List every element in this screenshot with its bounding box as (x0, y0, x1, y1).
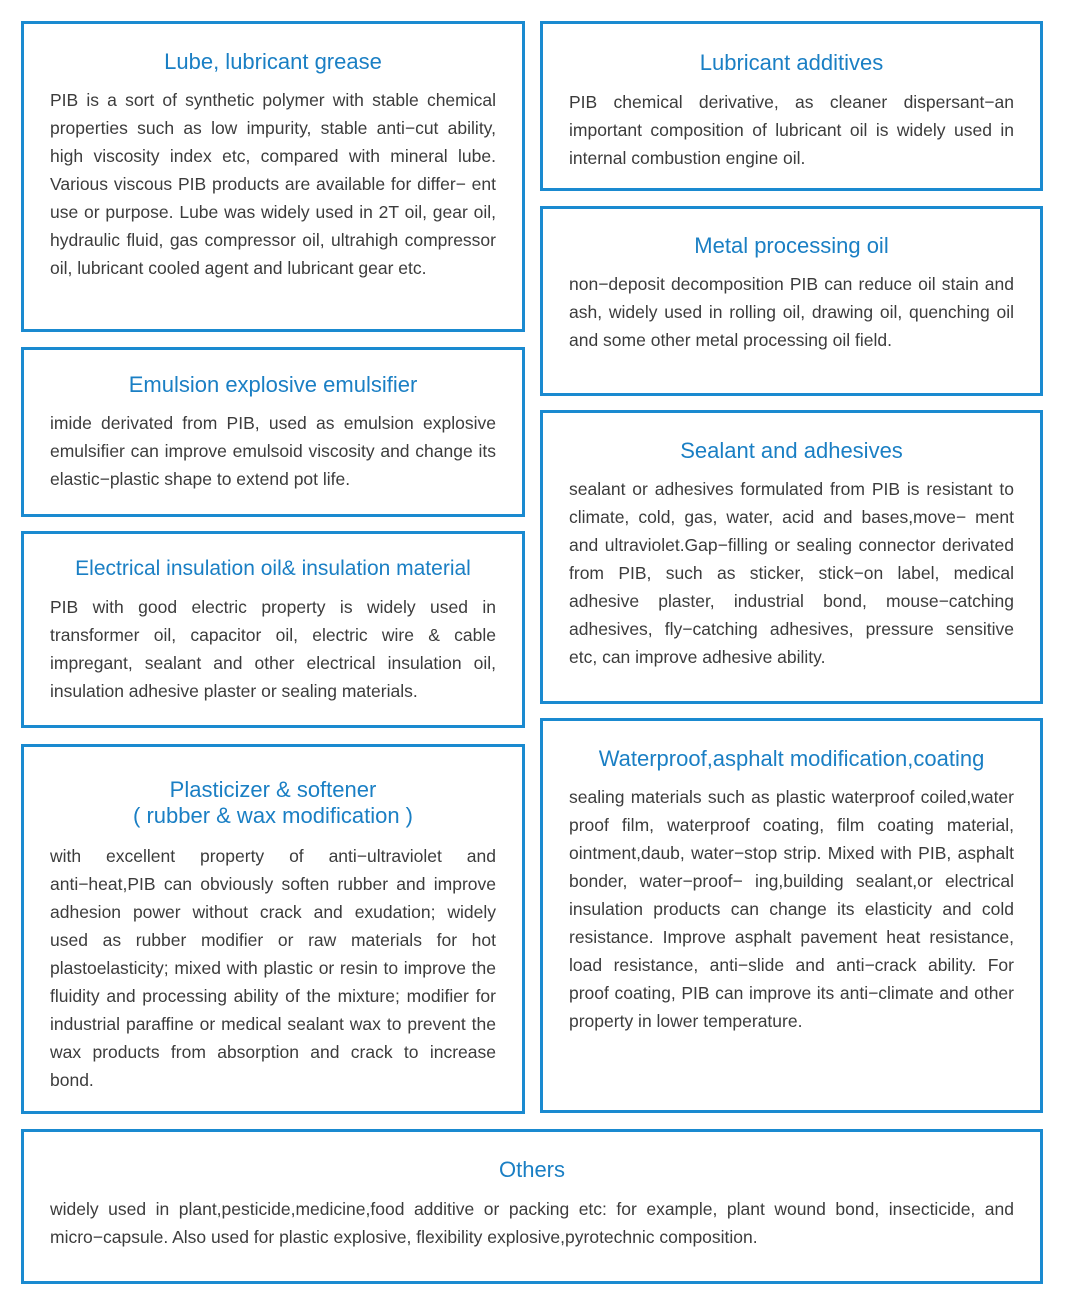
plasticizer-title-line2: ( rubber & wax modification ) (133, 803, 413, 828)
sealant-card (540, 410, 1043, 704)
waterproof-card (540, 718, 1043, 1113)
others-body: widely used in plant,pesticide,medicine,food additive or packing etc: for example, plant wound bond, insecticide, and micro−capsule. Also used for plastic explosive, flexibility explosive,pyrotechnic composition. (50, 1199, 1014, 1247)
lube-body: PIB is a sort of synthetic polymer with stable chemical properties such as low impurity, stable anti−cut ability, high viscosity index etc, compared with mineral lube. Various viscous PIB products are available for differ− ent use or purpose. Lube was widely used in 2T oil, gear oil, hydraulic fluid, gas compressor oil, ultrahigh compressor oil, lubricant cooled agent and lubricant gear etc. (50, 90, 496, 278)
additives-title: Lubricant additives (699, 50, 884, 75)
sealant-title: Sealant and adhesives (680, 438, 903, 463)
waterproof-body: sealing materials such as plastic waterproof coiled,water proof film, waterproof coating, film coating material, ointment,daub, water−stop strip. Mixed with PIB, asphalt bonder, water−proof− ing,building sealant,or electrical insulation products can change its elasticity and cold resistance. Improve asphalt pavement heat resistance, load resistance, anti−slide and anti−crack ability. For proof coating, PIB can improve its anti−climate and other property in lower temperature. (569, 787, 1014, 1031)
waterproof-title: Waterproof,asphalt modification,coating (598, 746, 985, 771)
others-title: Others (498, 1157, 566, 1182)
plasticizer-title-line1: Plasticizer & softener (169, 777, 377, 802)
sealant-body: sealant or adhesives formulated from PIB is resistant to climate, cold, gas, water, acid and bases,move− ment and ultraviolet.Gap−filling or sealing connector derivated from PIB, such as sticker, stick−on label, medical adhesive plaster, industrial bond, mouse−catching adhesives, fly−catching adhesives, pressure sensitive etc, can improve adhesive ability. (569, 479, 1014, 667)
additives-body: PIB chemical derivative, as cleaner dispersant−an important composition of lubricant oil is widely used in internal combustion engine oil. (569, 92, 1014, 168)
metal-body: non−deposit decomposition PIB can reduce oil stain and ash, widely used in rolling oil, drawing oil, quenching oil and some other metal processing oil field. (569, 274, 1014, 350)
plasticizer-card (21, 744, 525, 1114)
lube-card (21, 21, 525, 332)
electrical-title: Electrical insulation oil& insulation material (75, 557, 471, 580)
emulsion-body: imide derivated from PIB, used as emulsion explosive emulsifier can improve emulsoid viscosity and change its elastic−plastic shape to extend pot life. (50, 413, 496, 489)
plasticizer-body: with excellent property of anti−ultraviolet and anti−heat,PIB can obviously soften rubber and improve adhesion power without crack and exudation; widely used as rubber modifier or raw materials for hot plastoelasticity; mixed with plastic or resin to improve the fluidity and processing ability of the mixture; modifier for industrial paraffine or medical sealant wax to prevent the wax products from absorption and crack to increase bond. (50, 846, 496, 1090)
metal-card (540, 206, 1043, 396)
metal-title: Metal processing oil (694, 233, 889, 258)
additives-card (540, 21, 1043, 191)
electrical-card (21, 531, 525, 728)
others-card (21, 1129, 1043, 1284)
lube-title: Lube, lubricant grease (164, 49, 382, 74)
electrical-body: PIB with good electric property is widely used in transformer oil, capacitor oil, electric wire & cable impregant, sealant and other electrical insulation oil, insulation adhesive plaster or sealing materials. (50, 597, 496, 701)
emulsion-title: Emulsion explosive emulsifier (128, 372, 418, 397)
emulsion-card (21, 347, 525, 517)
